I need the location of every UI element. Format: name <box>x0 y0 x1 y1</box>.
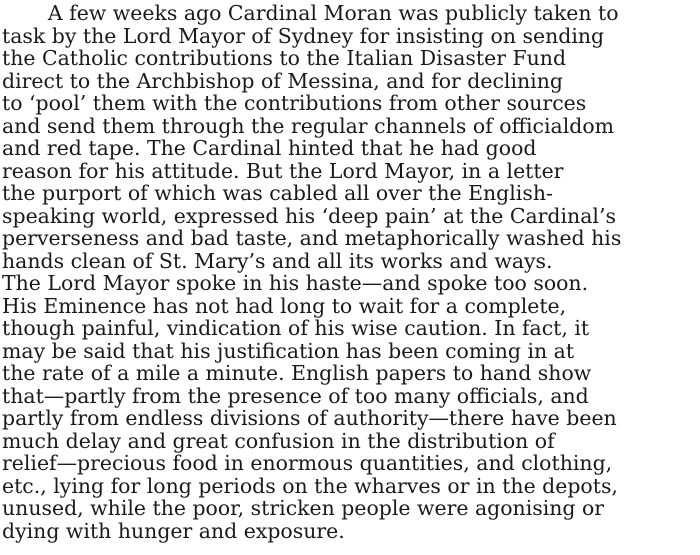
text-line: task by the Lord Mayor of Sydney for insisting on sending <box>2 23 605 48</box>
article-column <box>2 2 696 553</box>
text-line: hands clean of St. Mary’s and all its works and ways. <box>2 248 553 273</box>
text-line: the purport of which was cabled all over the English- <box>2 181 553 205</box>
text-line: speaking world, expressed his ‘deep pain’ at the Cardinal’s <box>2 203 616 228</box>
text-line: perverseness and bad taste, and metaphorically washed his <box>2 226 622 250</box>
text-line: the Catholic contributions to the Italian Disaster Fund <box>2 46 567 70</box>
text-line: etc., lying for long periods on the wharves or in the depots, <box>2 473 618 498</box>
text-line: and send them through the regular channels of officialdom <box>2 113 615 138</box>
text-line: relief—precious food in enormous quantities, and clothing, <box>2 451 613 475</box>
text-line: to ‘pool’ them with the contributions from other sources <box>2 91 587 115</box>
text-line: partly from endless divisions of authority—there have been <box>2 406 617 430</box>
text-line: dying with hunger and exposure. <box>2 518 345 543</box>
text-line: much delay and great confusion in the distribution of <box>2 428 555 453</box>
text-line: and red tape. The Cardinal hinted that he had good <box>2 136 537 160</box>
text-line: though painful, vindication of his wise caution. In fact, it <box>2 316 590 340</box>
text-line: may be said that his justification has been coming in at <box>2 338 575 363</box>
text-line: His Eminence has not had long to wait for a complete, <box>2 293 567 318</box>
text-line: unused, while the poor, stricken people were agonising or <box>2 496 605 520</box>
text-line: direct to the Archbishop of Messina, and for declining <box>2 68 563 93</box>
text-line: The Lord Mayor spoke in his haste—and spoke too soon. <box>2 271 589 295</box>
text-line: A few weeks ago Cardinal Moran was publicly taken to <box>47 2 619 25</box>
text-line: the rate of a mile a minute. English papers to hand show <box>2 361 592 385</box>
text-line: reason for his attitude. But the Lord Mayor, in a letter <box>2 158 564 183</box>
text-line: that—partly from the presence of too many officials, and <box>2 383 589 408</box>
